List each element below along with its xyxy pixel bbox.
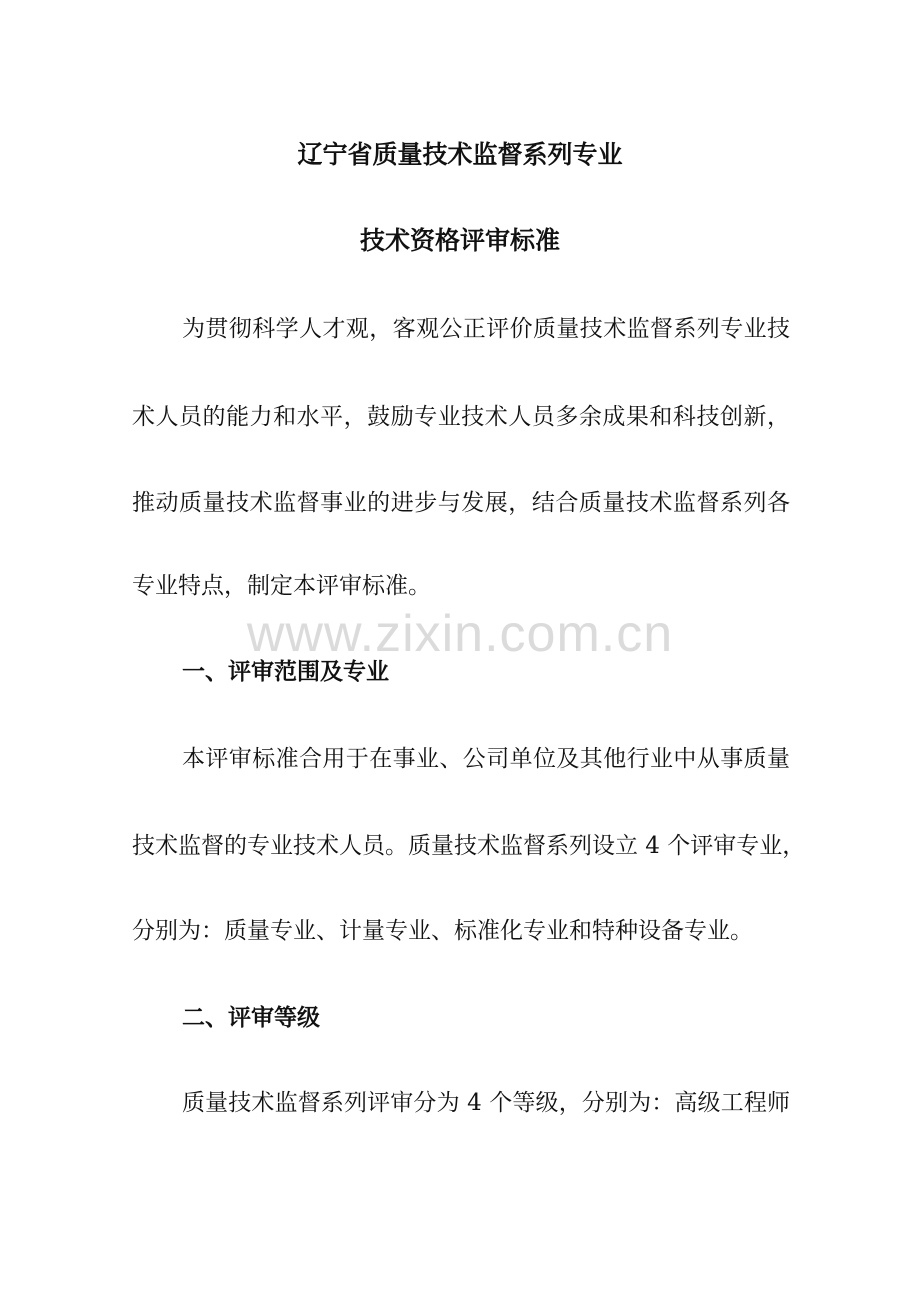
document-title-line-2: 技术资格评审标准 [359, 226, 560, 255]
section-2-line-1: 质量技术监督系列评审分为 4 个等级，分别为：高级工程师 [182, 1090, 790, 1116]
section-2-heading: 二、评审等级 [182, 1005, 320, 1031]
section-1-line-1: 本评审标准合用于在事业、公司单位及其他行业中从事质量 [182, 746, 790, 772]
section-1-line-3: 分别为：质量专业、计量专业、标准化专业和特种设备专业。 [132, 918, 753, 944]
section-1-line-2: 技术监督的专业技术人员。质量技术监督系列设立 4 个评审专业， [132, 833, 806, 859]
intro-line-1: 为贯彻科学人才观，客观公正评价质量技术监督系列专业技 [182, 316, 790, 342]
document-title-line-1: 辽宁省质量技术监督系列专业 [297, 140, 623, 169]
intro-line-4: 专业特点，制定本评审标准。 [132, 573, 431, 599]
intro-line-2: 术人员的能力和水平，鼓励专业技术人员多余成果和科技创新， [132, 404, 790, 430]
intro-line-3: 推动质量技术监督事业的进步与发展，结合质量技术监督系列各 [132, 490, 790, 516]
site-watermark: www.zixin.com.cn [246, 605, 674, 663]
section-1-heading: 一、评审范围及专业 [182, 659, 389, 685]
